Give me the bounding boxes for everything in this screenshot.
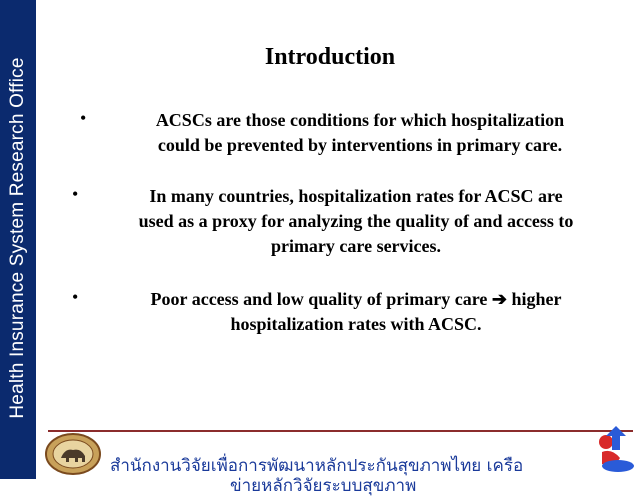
bullet-2-line-2: used as a proxy for analyzing the quality of and access to — [138, 211, 574, 231]
slide-title: Introduction — [264, 44, 396, 70]
footer-org-thai: สำนักงานวิจัยเพื่อการพัฒนาหลักประกันสุขภาพไทย เครือ — [110, 456, 524, 476]
bullet-3 — [86, 287, 626, 337]
bullet-3-line-1-end: higher — [511, 289, 562, 309]
bullet-marker-3: • — [72, 287, 79, 307]
bullet-1-line-1: ACSCs are those conditions for which hospitalization — [155, 110, 565, 130]
footer-rule — [48, 430, 633, 432]
bullet-3-line-2: hospitalization rates with ACSC. — [230, 314, 482, 334]
bullet-3-line-1-text: Poor access and low quality of primary care — [150, 289, 488, 309]
sidebar-org-name: Health Insurance System Research Office — [7, 57, 28, 419]
bullet-3-line-1 — [86, 287, 626, 312]
sidebar-band — [0, 0, 36, 479]
network-logo-icon — [592, 422, 636, 476]
footer-org-thai-2: ข่ายหลักวิจัยระบบสุขภาพ — [230, 476, 417, 496]
arrow-right-icon: ➔ — [491, 289, 507, 309]
bullet-2-line-3: primary care services. — [270, 236, 442, 256]
bullet-1 — [100, 108, 620, 158]
bullet-marker-1: • — [80, 108, 87, 128]
bullet-marker-2: • — [72, 184, 79, 204]
bullet-2 — [86, 184, 626, 259]
bullet-1-line-2: could be prevented by interventions in primary care. — [157, 135, 563, 155]
hisro-logo-icon — [44, 432, 102, 476]
bullet-2-line-1: In many countries, hospitalization rates for ACSC are — [149, 186, 563, 206]
